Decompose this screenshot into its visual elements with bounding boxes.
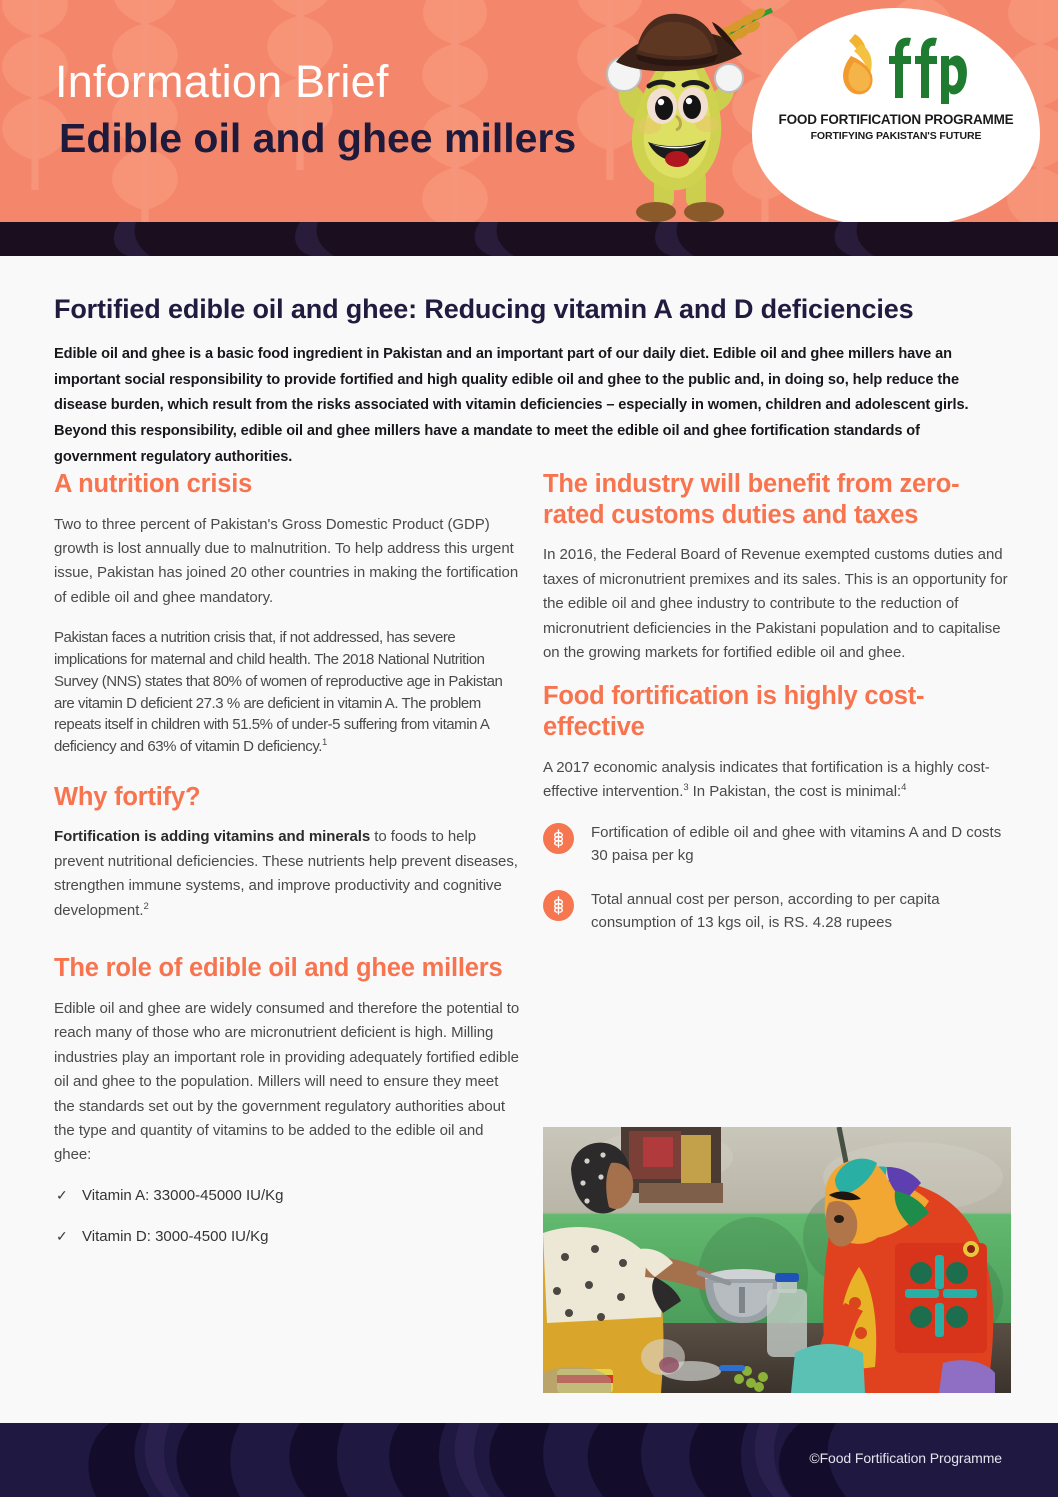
heading-role-of-millers: The role of edible oil and ghee millers bbox=[54, 954, 503, 983]
page-header bbox=[0, 0, 1058, 222]
section-why-fortify bbox=[54, 782, 522, 923]
intro-body: Edible oil and ghee is a basic food ingredient in Pakistan and an important part of our daily diet. Edible oil and ghee millers have an important social responsibility to provide fortified and high quality edible oil and ghee to the public and, in doing so, help reduce the disease burden, which result from the risks associated with vitamin deficiencies – especially in women, children and adolescent girls. Beyond this responsibility, edible oil and ghee millers have a mandate to meet the edible oil and ghee fortification standards of government regulatory authorities. bbox=[54, 345, 969, 465]
page-title: Information Brief bbox=[55, 56, 389, 107]
footnote-marker-2: 2 bbox=[143, 900, 149, 912]
header-divider-band bbox=[0, 222, 1058, 256]
spacer bbox=[543, 665, 1011, 681]
divider-wheat-pattern-icon bbox=[0, 222, 1058, 256]
check-icon: ✓ bbox=[56, 1228, 68, 1245]
footnote-marker-4: 4 bbox=[901, 782, 907, 793]
list-item bbox=[54, 1226, 522, 1249]
cost-facts-list bbox=[543, 822, 1011, 934]
zero-rated-paragraph: In 2016, the Federal Board of Revenue exempted customs duties and taxes of micronutrient premixes and its sales. This is an opportunity for the edible oil and ghee industry to contribute to the reduction of micronutrient deficiencies in the Pakistani population and to capitalise on the growing markets for fortified edible oil and ghee. bbox=[543, 546, 1008, 661]
nutrition-crisis-paragraph-2 bbox=[54, 627, 522, 758]
nutrition-crisis-paragraph-1: Two to three percent of Pakistan's Gross Domestic Product (GDP) growth is lost annually due to malnutrition. To help address this urgent issue, Pakistan has joined 20 other countries in making the fortification of edible oil and ghee mandatory. bbox=[54, 515, 519, 606]
cost-effective-text-b: In Pakistan, the cost is minimal: bbox=[688, 783, 902, 800]
photo-two-women-cooking bbox=[543, 1127, 1011, 1393]
vitamin-requirements-list bbox=[54, 1185, 522, 1249]
list-item bbox=[54, 1185, 522, 1208]
heading-zero-rated-duties: The industry will benefit from zero-rated customs duties and taxes bbox=[543, 470, 960, 529]
section-cost-effective bbox=[543, 681, 1011, 934]
footnote-marker-3: 3 bbox=[683, 782, 689, 793]
section-zero-rated-duties bbox=[543, 469, 1011, 665]
role-of-millers-paragraph: Edible oil and ghee are widely consumed and therefore the potential to reach many of those who are micronutrient deficient is high. Milling industries play an important role in providing adequately fortified edible oil and ghee to the population. Millers will need to ensure they meet the standards set out by the government regulatory authorities about the type and quantity of vitamins to be added to the edible oil and ghee: bbox=[54, 999, 520, 1164]
nutrition-crisis-paragraph-2-text: Pakistan faces a nutrition crisis that, if not addressed, has severe implications for maternal and child health. The 2018 National Nutrition Survey (NNS) states that 80% of women of reproductive age in Pakistan are vitamin D deficient 27.3 % are deficient in vitamin A. The problem repeats itself in children with 51.5% of under-5 suffering from vitamin A deficiency and 63% of vitamin D deficiency. bbox=[54, 629, 503, 756]
oil-drop-mascot-icon bbox=[592, 2, 782, 222]
list-item-label: Fortification of edible oil and ghee with vitamins A and D costs 30 paisa per kg bbox=[591, 824, 1002, 865]
list-item bbox=[543, 889, 1011, 935]
heading-cost-effective: Food fortification is highly cost-effective bbox=[543, 682, 925, 741]
left-column bbox=[54, 469, 522, 1268]
list-item-label: Vitamin D: 3000-4500 IU/Kg bbox=[82, 1228, 269, 1246]
page-footer bbox=[0, 1423, 1058, 1497]
why-fortify-lead: Fortification is adding vitamins and minerals bbox=[54, 828, 371, 846]
why-fortify-paragraph bbox=[54, 825, 522, 923]
spacer bbox=[54, 923, 522, 953]
why-fortify-rest: to foods to help prevent nutritional deficiencies. These nutrients help prevent diseases, strengthen immune systems, and improve productivity and cognitive development. bbox=[54, 828, 518, 919]
section-nutrition-crisis bbox=[54, 469, 522, 758]
list-item-label: Vitamin A: 33000-45000 IU/Kg bbox=[82, 1186, 284, 1204]
intro-block bbox=[54, 293, 1004, 470]
wheat-bullet-icon bbox=[543, 823, 574, 854]
intro-title: Fortified edible oil and ghee: Reducing vitamin A and D deficiencies bbox=[54, 294, 914, 324]
list-item-label: Total annual cost per person, according to per capita consumption of 13 kgs oil, is RS. 4.28 rupees bbox=[591, 891, 940, 931]
footnote-marker-1: 1 bbox=[322, 737, 327, 749]
cost-effective-text-a: A 2017 economic analysis indicates that fortification is a highly cost-effective intervention. bbox=[543, 758, 990, 800]
main-content bbox=[0, 256, 1058, 1423]
list-item bbox=[543, 822, 1011, 868]
check-icon: ✓ bbox=[56, 1186, 68, 1203]
wheat-bullet-icon bbox=[543, 890, 574, 921]
header-titles bbox=[55, 58, 576, 160]
section-role-of-millers bbox=[54, 953, 522, 1249]
cost-effective-paragraph bbox=[543, 756, 1011, 805]
logo-tagline: FORTIFYING PAKISTAN'S FUTURE bbox=[810, 130, 982, 142]
heading-nutrition-crisis: A nutrition crisis bbox=[54, 470, 253, 498]
logo-programme-name: FOOD FORTIFICATION PROGRAMME bbox=[778, 112, 1014, 127]
spacer bbox=[54, 758, 522, 782]
footer-copyright: ©Food Fortification Programme bbox=[809, 1450, 1002, 1466]
heading-why-fortify: Why fortify? bbox=[54, 782, 201, 811]
ffp-logo-icon bbox=[821, 26, 971, 104]
right-column bbox=[543, 469, 1011, 956]
page-subtitle: Edible oil and ghee millers bbox=[59, 115, 577, 162]
